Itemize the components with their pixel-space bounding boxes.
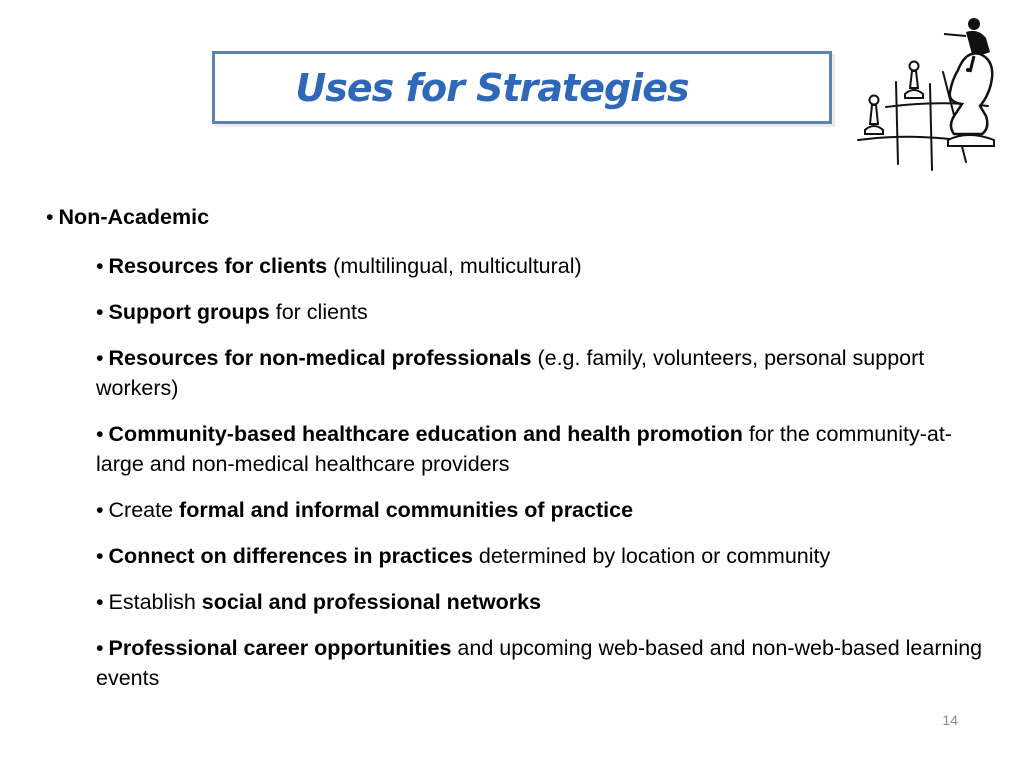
slide-title: Uses for Strategies (295, 65, 689, 110)
list-item: • Support groups for clients (96, 300, 368, 324)
list-item: • Resources for non-medical professionals (e.g. family, volunteers, personal support workers) (96, 346, 925, 400)
chess-pieces-illustration (848, 12, 1008, 172)
page-number: 14 (942, 712, 958, 728)
pawn-middle-icon (905, 62, 923, 99)
list-item: • Professional career opportunities and upcoming web-based and non-web-based learning events (96, 636, 983, 690)
bullet-dot: • (96, 422, 104, 446)
bullet-dot: • (96, 498, 104, 522)
bullet-heading (46, 204, 986, 231)
bullet-dot: • (96, 300, 104, 324)
slide-content (46, 204, 986, 709)
list-item: • Community-based healthcare education and health promotion for the community-at-large and non-medical healthcare providers (96, 422, 952, 476)
bullet-dot: • (96, 346, 104, 370)
pawn-left-icon (865, 96, 883, 135)
list-item: • Create formal and informal communities of practice (96, 498, 634, 522)
bullet-dot: • (96, 590, 104, 614)
bullet-dot: • (96, 636, 104, 660)
bullet-dot: • (96, 254, 104, 278)
list-item: • Connect on differences in practices determined by location or community (96, 544, 831, 568)
heading-text: Non-Academic (58, 205, 210, 229)
list-item: • Establish social and professional networks (96, 590, 542, 614)
bullet-dot: • (96, 544, 104, 568)
title-box (212, 51, 832, 124)
list-item: • Resources for clients (multilingual, multicultural) (96, 254, 582, 278)
bullet-dot: • (46, 205, 54, 229)
